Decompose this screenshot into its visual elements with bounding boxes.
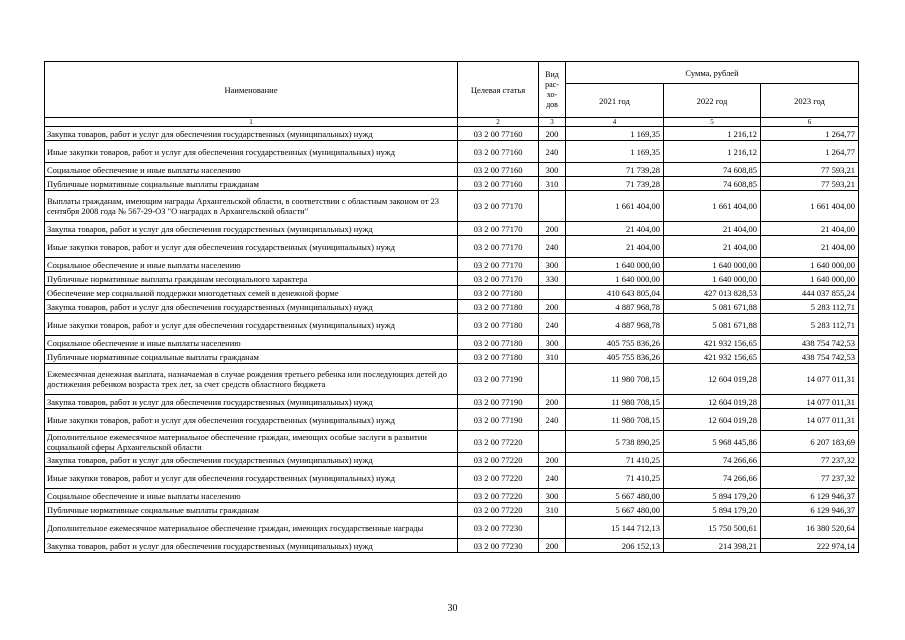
row-sum-2023: 438 754 742,53	[761, 336, 859, 350]
row-sum-2022: 15 750 500,61	[664, 517, 761, 539]
row-expense-type: 240	[539, 409, 566, 431]
row-sum-2022: 74 266,66	[664, 467, 761, 489]
row-target-article: 03 2 00 77160	[458, 163, 539, 177]
row-name: Иные закупки товаров, работ и услуг для обеспечения государственных (муниципальных) нужд	[45, 314, 458, 336]
row-expense-type: 300	[539, 258, 566, 272]
row-expense-type: 200	[539, 453, 566, 467]
row-expense-type: 200	[539, 222, 566, 236]
header-2023: 2023 год	[761, 84, 859, 118]
table-row	[45, 431, 859, 453]
table-row	[45, 286, 859, 300]
row-sum-2022: 74 266,66	[664, 453, 761, 467]
row-expense-type: 240	[539, 141, 566, 163]
row-expense-type: 200	[539, 539, 566, 553]
row-name: Публичные нормативные социальные выплаты гражданам	[45, 177, 458, 191]
row-expense-type	[539, 191, 566, 222]
row-target-article: 03 2 00 77160	[458, 141, 539, 163]
row-sum-2022: 21 404,00	[664, 222, 761, 236]
table-row	[45, 236, 859, 258]
row-expense-type	[539, 364, 566, 395]
row-target-article: 03 2 00 77160	[458, 127, 539, 141]
row-target-article: 03 2 00 77190	[458, 364, 539, 395]
row-sum-2022: 12 604 019,28	[664, 409, 761, 431]
row-name: Закупка товаров, работ и услуг для обеспечения государственных (муниципальных) нужд	[45, 127, 458, 141]
row-sum-2023: 6 207 183,69	[761, 431, 859, 453]
row-target-article: 03 2 00 77220	[458, 431, 539, 453]
row-target-article: 03 2 00 77180	[458, 314, 539, 336]
row-sum-2023: 6 129 946,37	[761, 489, 859, 503]
row-target-article: 03 2 00 77230	[458, 539, 539, 553]
row-target-article: 03 2 00 77220	[458, 503, 539, 517]
row-name: Дополнительное ежемесячное материальное обеспечение граждан, имеющих государственные награды	[45, 517, 458, 539]
table-row	[45, 539, 859, 553]
column-index: 3	[539, 118, 566, 127]
table-row	[45, 395, 859, 409]
row-sum-2023: 1 640 000,00	[761, 258, 859, 272]
row-sum-2021: 1 661 404,00	[566, 191, 664, 222]
header-vid: Вид рас-хо-дов	[539, 62, 566, 118]
column-index: 1	[45, 118, 458, 127]
row-name: Социальное обеспечение и иные выплаты населению	[45, 489, 458, 503]
row-name: Социальное обеспечение и иные выплаты населению	[45, 336, 458, 350]
table-row	[45, 314, 859, 336]
row-sum-2021: 4 887 968,78	[566, 300, 664, 314]
row-expense-type: 300	[539, 489, 566, 503]
table-row	[45, 163, 859, 177]
table-row	[45, 300, 859, 314]
row-sum-2021: 21 404,00	[566, 236, 664, 258]
row-expense-type: 200	[539, 127, 566, 141]
row-sum-2021: 11 980 708,15	[566, 409, 664, 431]
page-number: 30	[447, 603, 458, 614]
row-sum-2022: 421 932 156,65	[664, 350, 761, 364]
row-sum-2021: 405 755 836,26	[566, 336, 664, 350]
table-row	[45, 222, 859, 236]
row-target-article: 03 2 00 77170	[458, 272, 539, 286]
row-sum-2021: 71 410,25	[566, 453, 664, 467]
row-sum-2023: 222 974,14	[761, 539, 859, 553]
column-index: 4	[566, 118, 664, 127]
row-name: Публичные нормативные выплаты гражданам несоциального характера	[45, 272, 458, 286]
column-index: 2	[458, 118, 539, 127]
row-target-article: 03 2 00 77180	[458, 336, 539, 350]
row-name: Закупка товаров, работ и услуг для обеспечения государственных (муниципальных) нужд	[45, 222, 458, 236]
row-sum-2022: 5 968 445,86	[664, 431, 761, 453]
row-sum-2021: 71 739,28	[566, 163, 664, 177]
row-sum-2022: 74 608,85	[664, 177, 761, 191]
row-sum-2021: 410 643 805,04	[566, 286, 664, 300]
row-sum-2023: 77 593,21	[761, 163, 859, 177]
header-2022: 2022 год	[664, 84, 761, 118]
row-sum-2022: 214 398,21	[664, 539, 761, 553]
row-target-article: 03 2 00 77170	[458, 191, 539, 222]
table-row	[45, 141, 859, 163]
row-sum-2022: 427 013 828,53	[664, 286, 761, 300]
row-name: Закупка товаров, работ и услуг для обеспечения государственных (муниципальных) нужд	[45, 395, 458, 409]
row-target-article: 03 2 00 77180	[458, 286, 539, 300]
row-sum-2021: 5 738 890,25	[566, 431, 664, 453]
row-target-article: 03 2 00 77230	[458, 517, 539, 539]
row-expense-type: 310	[539, 503, 566, 517]
header-2021: 2021 год	[566, 84, 664, 118]
table-row	[45, 364, 859, 395]
row-sum-2022: 21 404,00	[664, 236, 761, 258]
row-sum-2023: 1 661 404,00	[761, 191, 859, 222]
row-target-article: 03 2 00 77220	[458, 489, 539, 503]
row-sum-2022: 5 081 671,88	[664, 314, 761, 336]
row-sum-2022: 5 081 671,88	[664, 300, 761, 314]
header-sum: Сумма, рублей	[566, 62, 859, 84]
table-row	[45, 350, 859, 364]
row-sum-2022: 12 604 019,28	[664, 364, 761, 395]
row-sum-2023: 77 593,21	[761, 177, 859, 191]
row-expense-type: 310	[539, 350, 566, 364]
row-name: Иные закупки товаров, работ и услуг для обеспечения государственных (муниципальных) нужд	[45, 467, 458, 489]
row-sum-2021: 5 667 480,00	[566, 489, 664, 503]
row-sum-2023: 1 640 000,00	[761, 272, 859, 286]
row-sum-2023: 438 754 742,53	[761, 350, 859, 364]
table-row	[45, 503, 859, 517]
row-sum-2023: 1 264,77	[761, 127, 859, 141]
row-sum-2021: 405 755 836,26	[566, 350, 664, 364]
table-row	[45, 127, 859, 141]
row-expense-type: 330	[539, 272, 566, 286]
row-sum-2023: 21 404,00	[761, 222, 859, 236]
row-sum-2022: 1 216,12	[664, 127, 761, 141]
row-target-article: 03 2 00 77160	[458, 177, 539, 191]
row-name: Закупка товаров, работ и услуг для обеспечения государственных (муниципальных) нужд	[45, 300, 458, 314]
table-row	[45, 453, 859, 467]
row-target-article: 03 2 00 77220	[458, 467, 539, 489]
header-name: Наименование	[45, 62, 458, 118]
row-sum-2023: 5 283 112,71	[761, 314, 859, 336]
row-sum-2021: 11 980 708,15	[566, 364, 664, 395]
column-index: 5	[664, 118, 761, 127]
row-expense-type: 200	[539, 395, 566, 409]
row-name: Иные закупки товаров, работ и услуг для обеспечения государственных (муниципальных) нужд	[45, 236, 458, 258]
row-target-article: 03 2 00 77170	[458, 222, 539, 236]
row-sum-2021: 21 404,00	[566, 222, 664, 236]
row-sum-2023: 14 077 011,31	[761, 395, 859, 409]
row-target-article: 03 2 00 77190	[458, 409, 539, 431]
row-sum-2022: 5 894 179,20	[664, 489, 761, 503]
row-name: Ежемесячная денежная выплата, назначаемая в случае рождения третьего ребенка или последующих детей до достижения ребенком возраста трех лет, за счет средств областного бюджета	[45, 364, 458, 395]
row-sum-2021: 11 980 708,15	[566, 395, 664, 409]
row-expense-type: 200	[539, 300, 566, 314]
row-sum-2021: 1 169,35	[566, 141, 664, 163]
row-sum-2022: 1 640 000,00	[664, 258, 761, 272]
row-sum-2022: 74 608,85	[664, 163, 761, 177]
table-row	[45, 272, 859, 286]
table-row	[45, 177, 859, 191]
row-sum-2021: 71 739,28	[566, 177, 664, 191]
table-row	[45, 409, 859, 431]
row-target-article: 03 2 00 77190	[458, 395, 539, 409]
row-target-article: 03 2 00 77180	[458, 350, 539, 364]
row-expense-type: 300	[539, 336, 566, 350]
row-sum-2021: 206 152,13	[566, 539, 664, 553]
row-name: Иные закупки товаров, работ и услуг для обеспечения государственных (муниципальных) нужд	[45, 409, 458, 431]
row-sum-2023: 77 237,32	[761, 467, 859, 489]
row-expense-type	[539, 431, 566, 453]
row-sum-2023: 1 264,77	[761, 141, 859, 163]
row-name: Закупка товаров, работ и услуг для обеспечения государственных (муниципальных) нужд	[45, 539, 458, 553]
row-name: Социальное обеспечение и иные выплаты населению	[45, 163, 458, 177]
table-row	[45, 191, 859, 222]
row-name: Публичные нормативные социальные выплаты гражданам	[45, 350, 458, 364]
row-sum-2023: 5 283 112,71	[761, 300, 859, 314]
row-sum-2021: 1 640 000,00	[566, 272, 664, 286]
row-sum-2022: 1 640 000,00	[664, 272, 761, 286]
table-row	[45, 467, 859, 489]
row-name: Социальное обеспечение и иные выплаты населению	[45, 258, 458, 272]
row-expense-type: 240	[539, 314, 566, 336]
row-sum-2023: 444 037 855,24	[761, 286, 859, 300]
row-expense-type: 300	[539, 163, 566, 177]
row-target-article: 03 2 00 77170	[458, 258, 539, 272]
row-expense-type: 240	[539, 236, 566, 258]
row-sum-2023: 16 380 520,64	[761, 517, 859, 539]
row-sum-2023: 77 237,32	[761, 453, 859, 467]
table-row	[45, 336, 859, 350]
column-index: 6	[761, 118, 859, 127]
row-sum-2022: 1 661 404,00	[664, 191, 761, 222]
budget-table	[44, 61, 859, 553]
row-name: Иные закупки товаров, работ и услуг для обеспечения государственных (муниципальных) нужд	[45, 141, 458, 163]
row-target-article: 03 2 00 77220	[458, 453, 539, 467]
row-target-article: 03 2 00 77180	[458, 300, 539, 314]
row-expense-type: 240	[539, 467, 566, 489]
column-index-row	[45, 118, 859, 127]
row-sum-2022: 5 894 179,20	[664, 503, 761, 517]
row-expense-type	[539, 286, 566, 300]
table-row	[45, 517, 859, 539]
row-sum-2021: 1 640 000,00	[566, 258, 664, 272]
row-target-article: 03 2 00 77170	[458, 236, 539, 258]
row-expense-type	[539, 517, 566, 539]
table-row	[45, 258, 859, 272]
row-name: Обеспечение мер социальной поддержки многодетных семей в денежной форме	[45, 286, 458, 300]
row-expense-type: 310	[539, 177, 566, 191]
row-sum-2021: 1 169,35	[566, 127, 664, 141]
row-sum-2023: 6 129 946,37	[761, 503, 859, 517]
row-sum-2021: 4 887 968,78	[566, 314, 664, 336]
row-sum-2023: 21 404,00	[761, 236, 859, 258]
row-sum-2022: 1 216,12	[664, 141, 761, 163]
row-sum-2023: 14 077 011,31	[761, 364, 859, 395]
row-name: Дополнительное ежемесячное материальное обеспечение граждан, имеющих особые заслуги в развитии социальной сферы Архангельской области	[45, 431, 458, 453]
row-sum-2023: 14 077 011,31	[761, 409, 859, 431]
row-sum-2022: 421 932 156,65	[664, 336, 761, 350]
row-sum-2022: 12 604 019,28	[664, 395, 761, 409]
row-name: Выплаты гражданам, имеющим награды Архангельской области, в соответствии с областным законом от 23 сентября 2008 года № 567-29-ОЗ "О наградах в Архангельской области"	[45, 191, 458, 222]
header-code: Целевая статья	[458, 62, 539, 118]
row-sum-2021: 5 667 480,00	[566, 503, 664, 517]
table-row	[45, 489, 859, 503]
row-sum-2021: 71 410,25	[566, 467, 664, 489]
row-sum-2021: 15 144 712,13	[566, 517, 664, 539]
row-name: Закупка товаров, работ и услуг для обеспечения государственных (муниципальных) нужд	[45, 453, 458, 467]
row-name: Публичные нормативные социальные выплаты гражданам	[45, 503, 458, 517]
